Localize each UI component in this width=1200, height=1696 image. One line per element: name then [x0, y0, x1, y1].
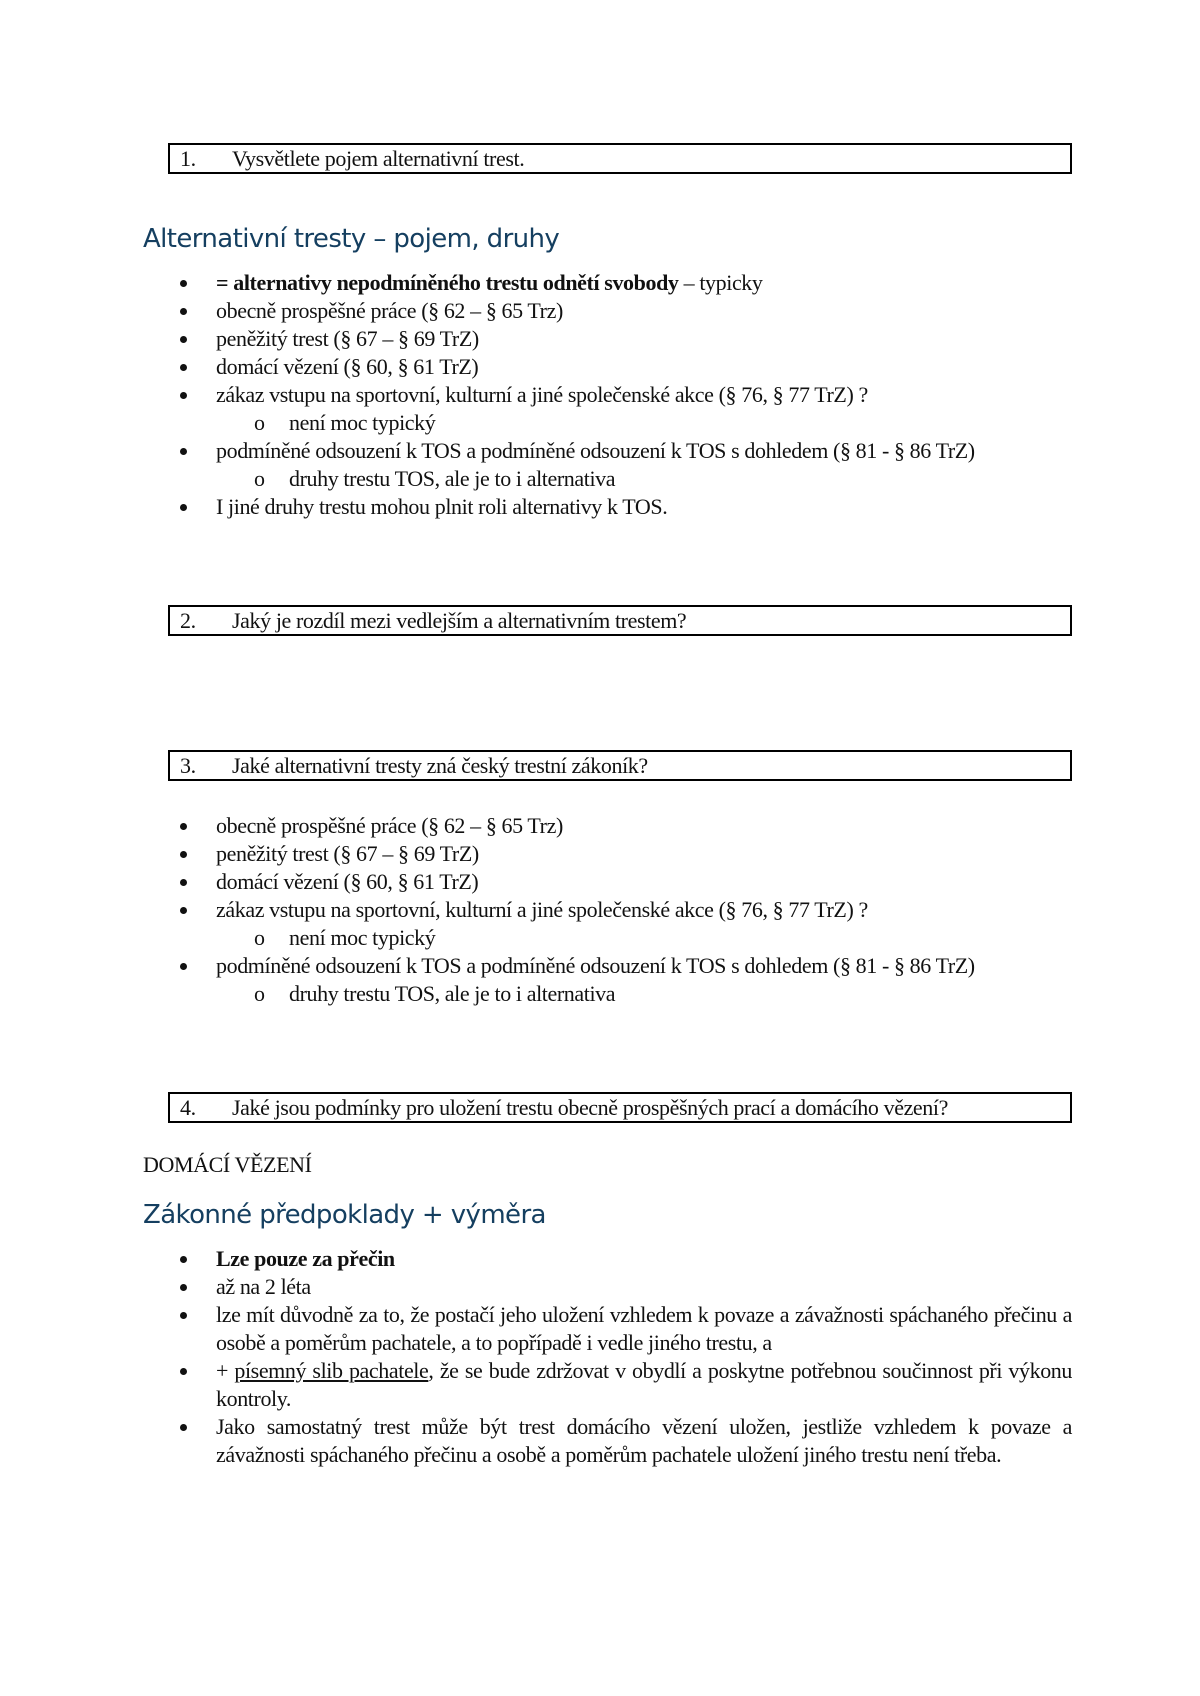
sub-list-item-text: není moc typický — [289, 410, 436, 435]
list-item-bold-text: Lze pouze za přečin — [216, 1246, 395, 1271]
bullet-icon — [180, 851, 187, 858]
question-box-4 — [168, 1092, 1072, 1123]
sub-list-item — [0, 924, 1072, 952]
list-item-text: domácí vězení (§ 60, § 61 TrZ) — [216, 354, 479, 379]
list-item-text: Jako samostatný trest může být trest domácího vězení uložen, jestliže vzhledem k povaze a závažnosti spáchaného přečinu a osobě a poměrům pachatele uložení jiného trestu není třeba. — [216, 1414, 1072, 1467]
section-heading-legal-requirements: Zákonné předpoklady + výměra — [143, 1200, 546, 1230]
sub-list-item — [0, 465, 1072, 493]
sub-list-item-text: druhy trestu TOS, ale je to i alternativa — [289, 981, 616, 1006]
list-item — [0, 840, 1072, 868]
list-item-text: obecně prospěšné práce (§ 62 – § 65 Trz) — [216, 298, 563, 323]
list-item-text: až na 2 léta — [216, 1274, 311, 1299]
bullet-icon — [180, 448, 187, 455]
bullet-list-section1 — [0, 269, 1200, 521]
list-item-text: lze mít důvodně za to, že postačí jeho uložení vzhledem k povaze a závažnosti spáchaného přečinu a osobě a poměrům pachatele, a to popřípadě i vedle jiného trestu, a — [216, 1302, 1072, 1355]
list-item — [0, 952, 1072, 980]
circle-bullet-icon: o — [254, 410, 265, 435]
list-item — [0, 1301, 1072, 1357]
list-item — [0, 353, 1072, 381]
question-text: Jaký je rozdíl mezi vedlejším a alternativním trestem? — [232, 608, 687, 633]
sub-list-item-text: druhy trestu TOS, ale je to i alternativa — [289, 466, 616, 491]
list-item — [0, 269, 1072, 297]
bullet-icon — [180, 504, 187, 511]
sub-list-item — [0, 409, 1072, 437]
bullet-icon — [180, 907, 187, 914]
list-item — [0, 1273, 1072, 1301]
list-item — [0, 493, 1072, 521]
question-box-1 — [168, 143, 1072, 174]
sub-list-item-text: není moc typický — [289, 925, 436, 950]
list-item-text: , že se bude zdržovat v obydlí a poskytne potřebnou součinnost při výkonu kontroly. — [216, 1358, 1072, 1411]
list-item-text: domácí vězení (§ 60, § 61 TrZ) — [216, 869, 479, 894]
question-number: 1. — [180, 146, 196, 171]
circle-bullet-icon: o — [254, 466, 265, 491]
sub-list-item — [0, 980, 1072, 1008]
list-item-bold-text: = alternativy nepodmíněného trestu odnětí svobody — [216, 270, 679, 295]
bullet-icon — [180, 1424, 187, 1431]
bullet-icon — [180, 823, 187, 830]
bullet-icon — [180, 308, 187, 315]
list-item — [0, 1245, 1072, 1273]
bullet-icon — [180, 879, 187, 886]
list-item-text: podmíněné odsouzení k TOS a podmíněné odsouzení k TOS s dohledem (§ 81 - § 86 TrZ) — [216, 438, 975, 463]
bullet-list-section4 — [0, 1245, 1200, 1469]
question-box-2 — [168, 605, 1072, 636]
question-box-3 — [168, 750, 1072, 781]
bullet-icon — [180, 963, 187, 970]
list-item-text: zákaz vstupu na sportovní, kulturní a jiné společenské akce (§ 76, § 77 TrZ) ? — [216, 382, 868, 407]
underlined-text: písemný slib pachatele — [234, 1358, 429, 1383]
bullet-icon — [180, 280, 187, 287]
bullet-icon — [180, 1368, 187, 1375]
list-item-prefix: + — [216, 1358, 235, 1383]
list-item — [0, 437, 1072, 465]
bullet-icon — [180, 1256, 187, 1263]
circle-bullet-icon: o — [254, 925, 265, 950]
question-number: 4. — [180, 1095, 196, 1120]
list-item-text: peněžitý trest (§ 67 – § 69 TrZ) — [216, 326, 479, 351]
question-number: 3. — [180, 753, 196, 778]
list-item-text: I jiné druhy trestu mohou plnit roli alternativy k TOS. — [216, 494, 668, 519]
question-text: Vysvětlete pojem alternativní trest. — [232, 146, 525, 171]
question-number: 2. — [180, 608, 196, 633]
list-item — [0, 297, 1072, 325]
list-item — [0, 1413, 1072, 1469]
bullet-list-section3 — [0, 812, 1200, 1008]
list-item-text: obecně prospěšné práce (§ 62 – § 65 Trz) — [216, 813, 563, 838]
list-item — [0, 1357, 1072, 1413]
list-item-text: peněžitý trest (§ 67 – § 69 TrZ) — [216, 841, 479, 866]
bullet-icon — [180, 1284, 187, 1291]
bullet-icon — [180, 1312, 187, 1319]
section-heading-alternative-punishments: Alternativní tresty – pojem, druhy — [143, 224, 560, 254]
list-item-text: zákaz vstupu na sportovní, kulturní a jiné společenské akce (§ 76, § 77 TrZ) ? — [216, 897, 868, 922]
bullet-icon — [180, 392, 187, 399]
question-text: Jaké jsou podmínky pro uložení trestu obecně prospěšných prací a domácího vězení? — [232, 1095, 948, 1120]
list-item — [0, 381, 1072, 409]
question-text: Jaké alternativní tresty zná český trestní zákoník? — [232, 753, 648, 778]
list-item — [0, 868, 1072, 896]
bullet-icon — [180, 364, 187, 371]
section-label-house-arrest: DOMÁCÍ VĚZENÍ — [143, 1152, 312, 1177]
bullet-icon — [180, 336, 187, 343]
list-item — [0, 325, 1072, 353]
circle-bullet-icon: o — [254, 981, 265, 1006]
list-item — [0, 896, 1072, 924]
list-item — [0, 812, 1072, 840]
list-item-text: podmíněné odsouzení k TOS a podmíněné odsouzení k TOS s dohledem (§ 81 - § 86 TrZ) — [216, 953, 975, 978]
list-item-text: – typicky — [678, 270, 763, 295]
